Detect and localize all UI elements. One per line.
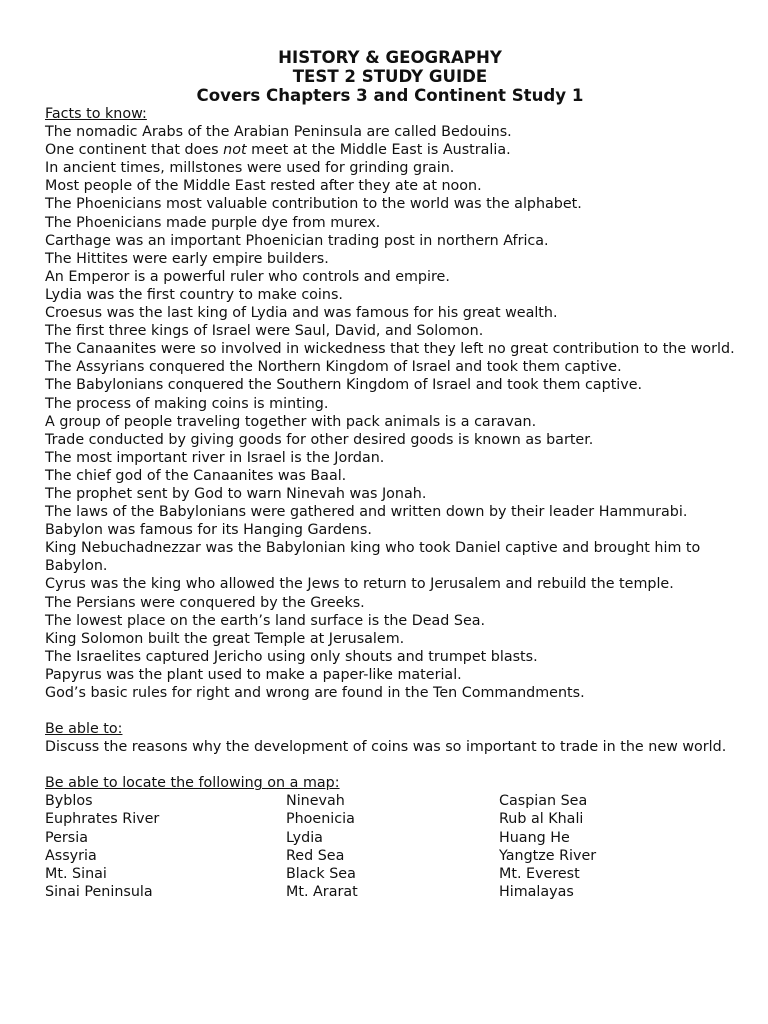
location-item: Rub al Khali [499,811,584,828]
location-item: Sinai Peninsula [45,883,153,900]
fact-line: The lowest place on the earth’s land surface is the Dead Sea. [45,612,486,629]
fact-line: Lydia was the first country to make coins. [45,286,343,303]
location-item: Huang He [499,829,570,846]
document-title: HISTORY & GEOGRAPHY [278,48,502,67]
location-item: Persia [45,829,88,846]
fact-line: In ancient times, millstones were used for grinding grain. [45,160,455,177]
location-item: Mt. Everest [499,865,580,882]
fact-line: Babylon was famous for its Hanging Gardens. [45,522,372,539]
locate-heading: Be able to locate the following on a map: [45,775,340,792]
location-item: Mt. Ararat [286,883,358,900]
fact-line: Most people of the Middle East rested after they ate at noon. [45,178,482,195]
location-item: Assyria [45,847,97,864]
fact-line: The most important river in Israel is the Jordan. [45,449,385,466]
facts-heading: Facts to know: [45,106,147,122]
fact-line: Papyrus was the plant used to make a paper-like material. [45,666,462,683]
section-spacer [45,756,735,774]
location-item: Red Sea [286,847,345,864]
location-item: Black Sea [286,865,356,882]
fact-line: King Solomon built the great Temple at Jerusalem. [45,630,405,647]
section-spacer [45,702,735,720]
fact-line: The Babylonians conquered the Southern Kingdom of Israel and took them captive. [45,377,643,394]
fact-line: Carthage was an important Phoenician trading post in northern Africa. [45,232,549,249]
location-item: Himalayas [499,883,574,900]
fact-line: The Phoenicians made purple dye from murex. [45,214,381,231]
fact-line: A group of people traveling together with pack animals is a caravan. [45,413,537,430]
fact-line: Croesus was the last king of Lydia and was famous for his great wealth. [45,305,558,322]
fact-line: The Assyrians conquered the Northern Kingdom of Israel and took them captive. [45,359,622,376]
fact-line: The nomadic Arabs of the Arabian Peninsula are called Bedouins. [45,124,512,141]
fact-text: One continent that does [45,142,224,159]
fact-line: The prophet sent by God to warn Ninevah was Jonah. [45,485,427,502]
able-text: Discuss the reasons why the development of coins was so important to trade in the new world. [45,739,727,756]
able-heading: Be able to: [45,721,123,738]
fact-line: Cyrus was the king who allowed the Jews to return to Jerusalem and rebuild the temple. [45,576,674,593]
fact-line: The Canaanites were so involved in wickedness that they left no great contribution to the world. [45,341,735,358]
fact-line: The laws of the Babylonians were gathered and written down by their leader Hammurabi. [45,504,688,521]
fact-line: The first three kings of Israel were Saul, David, and Solomon. [45,323,484,340]
fact-line: The chief god of the Canaanites was Baal. [45,467,347,484]
document-subtitle: TEST 2 STUDY GUIDE [292,67,488,86]
fact-line: An Emperor is a powerful ruler who controls and empire. [45,268,450,285]
location-item: Caspian Sea [499,793,588,810]
fact-emphasis: not [223,142,247,159]
facts-list [45,123,735,702]
location-item: Mt. Sinai [45,865,107,882]
fact-line: The Israelites captured Jericho using only shouts and trumpet blasts. [45,648,538,665]
study-guide-page [45,48,735,901]
document-coverage: Covers Chapters 3 and Continent Study 1 [196,86,584,105]
location-item: Phoenicia [286,811,355,828]
fact-line: King Nebuchadnezzar was the Babylonian king who took Daniel captive and brought him to Babylon. [45,540,701,575]
fact-line: Trade conducted by giving goods for other desired goods is known as barter. [45,431,594,448]
fact-line: The Persians were conquered by the Greeks. [45,594,365,611]
fact-line: God’s basic rules for right and wrong are found in the Ten Commandments. [45,685,585,701]
fact-line: The process of making coins is minting. [45,395,329,412]
fact-line: The Hittites were early empire builders. [45,250,329,267]
location-item: Byblos [45,793,93,810]
location-item: Euphrates River [45,811,160,828]
fact-text: meet at the Middle East is Australia. [246,142,511,159]
fact-line: The Phoenicians most valuable contribution to the world was the alphabet. [45,196,582,213]
locate-list [45,792,735,901]
location-item: Lydia [286,829,323,846]
location-item: Yangtze River [499,847,597,864]
fact-line [45,141,735,159]
location-item: Ninevah [286,793,345,810]
